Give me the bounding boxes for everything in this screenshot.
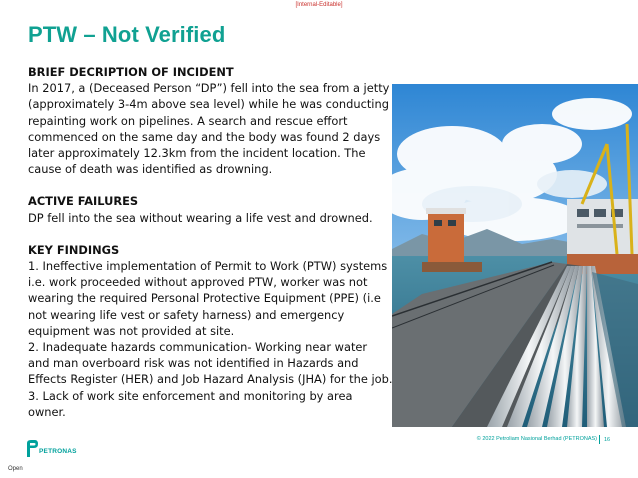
slide-body [28, 64, 398, 420]
key-findings-line: i.e. work proceeded without approved PTW, worker was not [28, 275, 368, 290]
key-findings-line: owner. [28, 404, 66, 419]
incident-line: (approximately 3-4m above sea level) while he was conducting [28, 97, 389, 112]
key-findings-line: not wearing life vest or safety harness) and emergency [28, 307, 345, 322]
footer-divider [599, 435, 600, 444]
jetty-pipeline-photo [392, 84, 638, 427]
incident-line: repainting work on pipelines. A search and rescue effort [28, 113, 348, 128]
key-findings-line: wearing the required Personal Protective Equipment (PPE) (i.e [28, 291, 381, 306]
incident-line: In 2017, a (Deceased Person “DP”) fell into the sea from a jetty [28, 81, 390, 96]
classification-label: [Internal-Editable] [295, 2, 343, 8]
incident-heading: BRIEF DECRIPTION OF INCIDENT [28, 65, 234, 79]
incident-line: cause of death was identified as drowning. [28, 162, 273, 177]
key-findings-heading: KEY FINDINGS [28, 242, 120, 257]
key-findings-line: 3. Lack of work site enforcement and monitoring by area [28, 388, 353, 403]
petronas-logo-icon [25, 439, 39, 459]
petronas-logo [25, 439, 81, 461]
key-findings-line: and man overboard risk was not identified in Hazards and [28, 356, 359, 371]
active-failures-line: DP fell into the sea without wearing a life vest and drowned. [28, 210, 373, 225]
key-findings-line: Effects Register (HER) and Job Hazard Analysis (JHA) for the job. [28, 372, 393, 387]
active-failures-heading: ACTIVE FAILURES [28, 194, 139, 209]
page-number: 16 [604, 437, 611, 443]
key-findings-line: equipment was not provided at site. [28, 323, 235, 338]
page-title: PTW – Not Verified [28, 22, 226, 47]
sensitivity-label: Open [8, 466, 23, 472]
incident-line: commenced on the same day and the body was found 2 days [28, 129, 381, 144]
logo-wordmark: PETRONAS [39, 448, 77, 455]
copyright-text: © 2022 Petroliam Nasional Berhad (PETRONAS) [476, 436, 597, 442]
incident-line: later approximately 12.3km from the incident location. The [28, 146, 366, 161]
key-findings-line: 1. Ineffective implementation of Permit to Work (PTW) systems [28, 259, 388, 274]
key-findings-line: 2. Inadequate hazards communication- Working near water [28, 340, 368, 355]
